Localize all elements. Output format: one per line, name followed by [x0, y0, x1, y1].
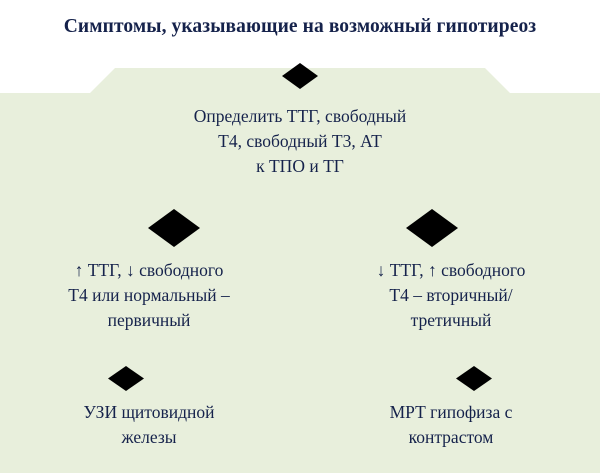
- node-leaf-left-line-2: железы: [121, 427, 177, 447]
- node-branch-left-line-1: ↑ ТТГ, ↓ свободного: [74, 260, 224, 280]
- node-branch-left-line-2: Т4 или нормальный –: [68, 285, 230, 305]
- node-root-line-3: к ТПО и ТГ: [256, 156, 344, 176]
- node-root-line-1: Определить ТТГ, свободный: [193, 106, 407, 126]
- node-branch-right-line-3: третичный: [410, 310, 492, 330]
- node-branch-right-line-1: ↓ ТТГ, ↑ свободного: [376, 260, 526, 280]
- node-root: [140, 104, 460, 179]
- node-branch-right: [310, 258, 592, 333]
- node-branch-right-line-2: Т4 – вторичный/: [389, 285, 513, 305]
- node-leaf-left-line-1: УЗИ щитовидной: [83, 402, 215, 422]
- node-leaf-right-line-1: МРТ гипофиза с: [389, 402, 513, 422]
- node-leaf-left: [8, 400, 290, 450]
- page-title: Симптомы, указывающие на возможный гипотиреоз: [63, 16, 537, 37]
- node-leaf-right: [310, 400, 592, 450]
- node-leaf-right-line-2: контрастом: [408, 427, 494, 447]
- node-branch-left: [8, 258, 290, 333]
- node-root-line-2: Т4, свободный Т3, АТ: [218, 131, 382, 151]
- node-branch-left-line-3: первичный: [107, 310, 191, 330]
